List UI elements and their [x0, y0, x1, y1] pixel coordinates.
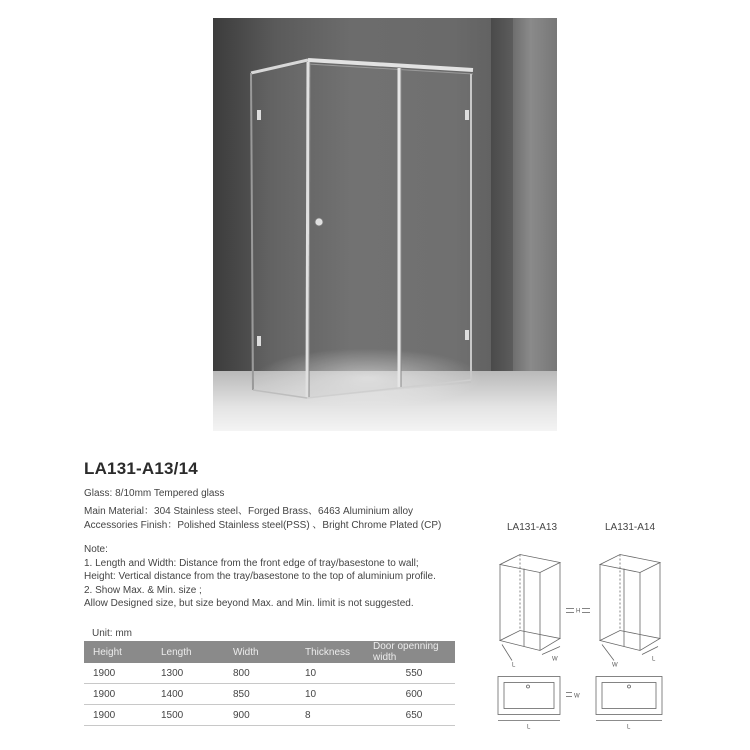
drawing-a13-plan [498, 677, 572, 721]
note-line-2: Height: Vertical distance from the tray/basestone to the top of aluminium profile. [84, 571, 436, 582]
a14-dim-w: W [612, 662, 618, 669]
technical-drawings [490, 535, 670, 740]
cell-height: 1900 [84, 705, 161, 726]
cell-door-width: 650 [373, 705, 455, 726]
drawing-label-a14: LA131-A14 [605, 522, 656, 533]
header-height: Height [84, 641, 161, 663]
a13-dim-l: L [512, 662, 516, 669]
dim-h: H [576, 608, 581, 615]
table-row [84, 684, 455, 705]
a13-dim-w: W [552, 656, 558, 663]
a14-plan-dim-l: L [627, 724, 631, 731]
spec-glass: Glass: 8/10mm Tempered glass [84, 488, 225, 499]
cell-thickness: 10 [305, 663, 373, 684]
cell-width: 900 [233, 705, 305, 726]
cell-height: 1900 [84, 684, 161, 705]
a13-plan-dim-l: L [527, 724, 531, 731]
cell-thickness: 10 [305, 684, 373, 705]
cell-width: 800 [233, 663, 305, 684]
product-title: LA131-A13/14 [84, 459, 198, 478]
drawing-a14-iso [582, 555, 660, 661]
notes-heading: Note: [84, 544, 108, 555]
plan-dim-w: W [574, 693, 580, 700]
cell-width: 850 [233, 684, 305, 705]
cell-door-width: 550 [373, 663, 455, 684]
drawing-a14-plan [596, 677, 662, 721]
unit-label: Unit: mm [92, 628, 132, 639]
table-row [84, 663, 455, 684]
spec-material: Main Material：304 Stainless steel、Forged Brass、6463 Aluminium alloy [84, 506, 414, 517]
spec-finish: Accessories Finish：Polished Stainless steel(PSS) 、Bright Chrome Plated (CP) [84, 520, 442, 531]
header-door-width: Door openning width [373, 641, 455, 663]
drawing-label-a13: LA131-A13 [507, 522, 558, 533]
shower-enclosure-illustration [213, 18, 557, 431]
a14-dim-l: L [652, 656, 656, 663]
cell-thickness: 8 [305, 705, 373, 726]
drawing-a13-iso [500, 555, 574, 661]
note-line-1: 1. Length and Width: Distance from the front edge of tray/basestone to wall; [84, 558, 419, 569]
note-line-4: Allow Designed size, but size beyond Max. and Min. limit is not suggested. [84, 598, 414, 609]
header-length: Length [161, 641, 233, 663]
product-photo [213, 18, 557, 431]
cell-door-width: 600 [373, 684, 455, 705]
cell-height: 1900 [84, 663, 161, 684]
header-width: Width [233, 641, 305, 663]
size-table [84, 641, 455, 726]
header-thickness: Thickness [305, 641, 373, 663]
table-row [84, 705, 455, 726]
table-header-row [84, 641, 455, 663]
note-line-3: 2. Show Max. & Min. size ; [84, 585, 202, 596]
cell-length: 1500 [161, 705, 233, 726]
cell-length: 1400 [161, 684, 233, 705]
cell-length: 1300 [161, 663, 233, 684]
